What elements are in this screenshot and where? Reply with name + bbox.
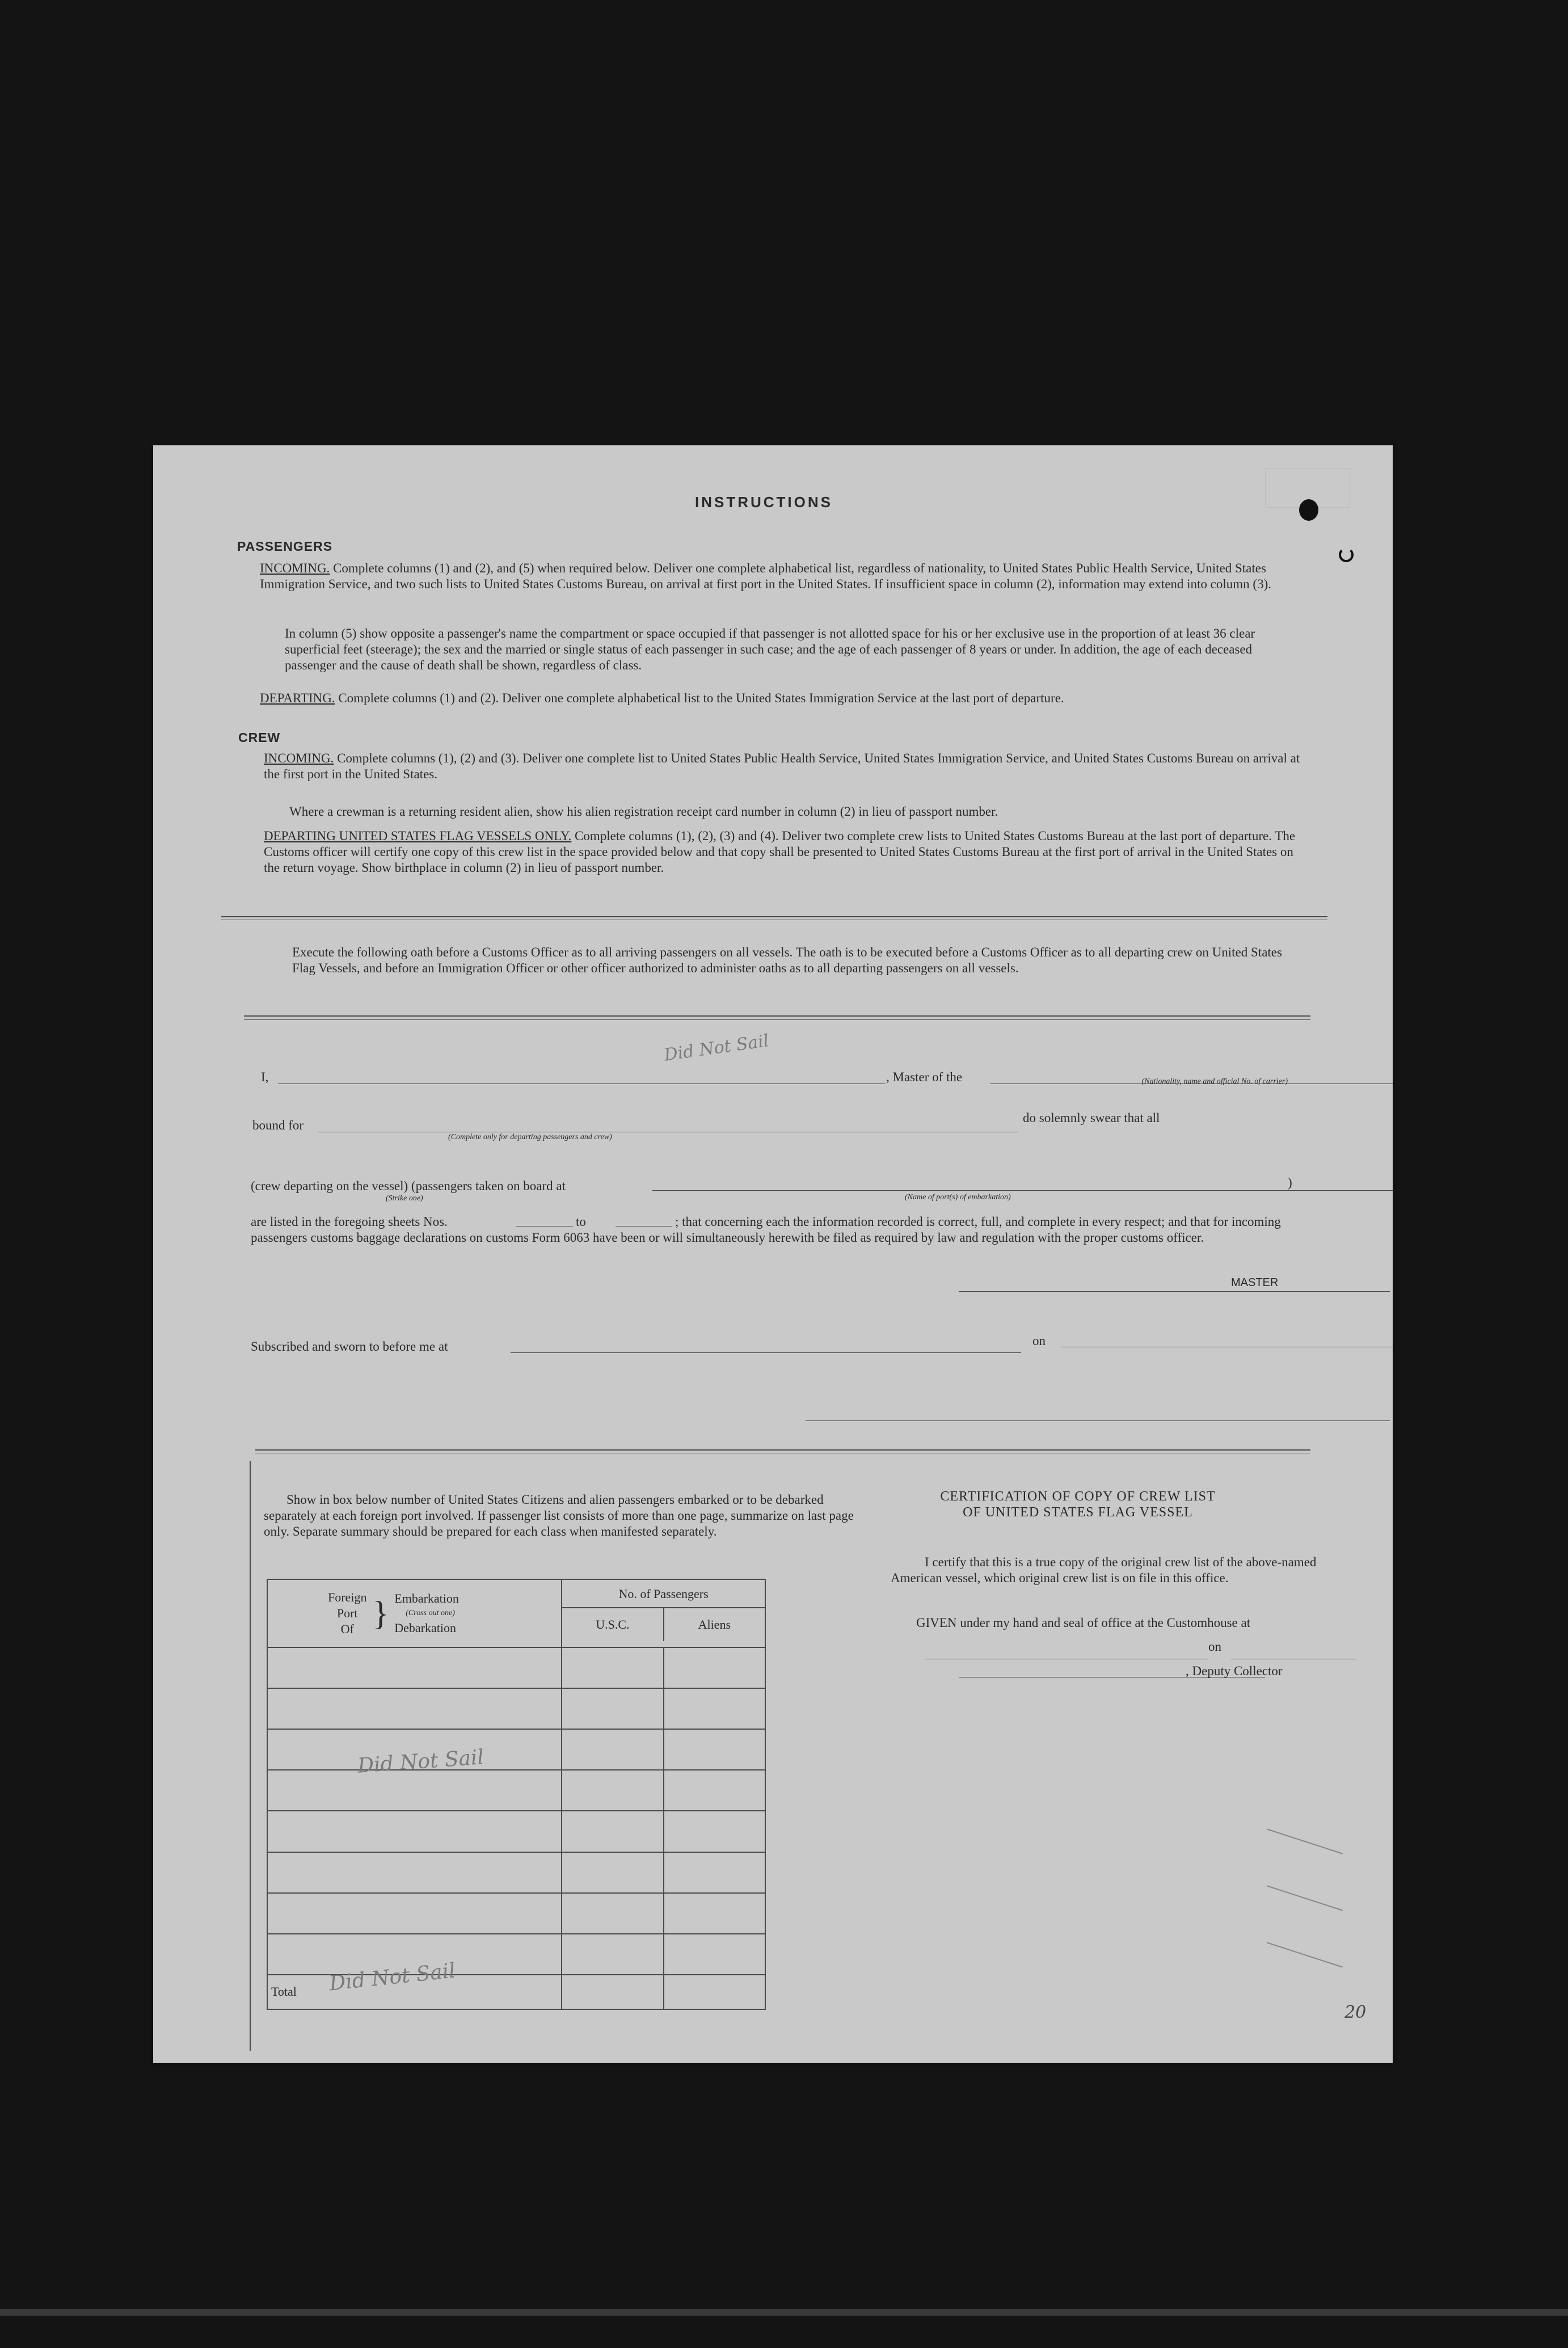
did-not-sail-note-2: Did Not Sail: [356, 1746, 485, 1778]
summary-usc-cell[interactable]: [562, 1647, 663, 1688]
passengers-incoming-text: Complete columns (1) and (2), and (5) when required below. Deliver one complete alphabetical list, regardless of nationality, to United States Public Health Service, United States Immigration Service, and two such lists to United States Customs Bureau, on arrival at first port in the United States. If insufficient space in column (2), information may extend into column (3).: [260, 561, 1271, 591]
crew-incoming-paragraph: [264, 751, 1308, 782]
oath-intro-text: Execute the following oath before a Customs Officer as to all arriving passengers on all vessels. The oath is to be executed before a Customs Officer as to all departing crew on United States Flag Vessels, and before an Immigration Officer or other officer authorized to administer oaths as to all departing passengers on all vessels.: [292, 945, 1282, 975]
carrier-hint: (Nationality, name and official No. of carrier): [1141, 1077, 1288, 1086]
certification-title-2: OF UNITED STATES FLAG VESSEL: [963, 1505, 1193, 1520]
total-label: Total: [271, 1984, 297, 1999]
bound-for-label: bound for: [252, 1118, 304, 1132]
summary-usc-cell[interactable]: [562, 1852, 663, 1893]
summary-aliens-cell[interactable]: [664, 1770, 765, 1811]
passengers-departing-label: DEPARTING.: [260, 691, 335, 705]
passengers-heading: PASSENGERS: [237, 539, 333, 554]
passengers-column5-text: In column (5) show opposite a passenger's name the compartment or space occupied if that passenger is not allotted space for his or her exclusive use in the proportion of at least 36 clear superficial feet (steerage); the sex and the married or single status of each passenger in such case; and the age of each passenger of 8 years or under. In addition, the age of each deceased passenger and the cause of death shall be shown, regardless of class.: [285, 626, 1255, 672]
summary-aliens-cell[interactable]: [664, 1811, 765, 1852]
crew-departing-label: DEPARTING UNITED STATES FLAG VESSELS ONLY.: [264, 829, 572, 843]
crew-departing-text: Complete columns (1), (2), (3) and (4). Deliver two complete crew lists to United States Customs Bureau at the last port of departure. The Customs officer will certify one copy of this crew list in the space provided below and that copy shall be presented to United States Customs Bureau at the first port of arrival in the United States on the return voyage. Show birthplace in column (2) in lieu of passport number.: [264, 829, 1296, 875]
deputy-collector-label: , Deputy Collector: [1186, 1664, 1283, 1678]
section-divider: [221, 916, 1327, 917]
passengers-incoming-paragraph: [260, 560, 1304, 592]
summary-port-cell[interactable]: [267, 1852, 562, 1893]
certification-body: I certify that this is a true copy of the original crew list of the above-named American vessel, which original crew list is on file in this office.: [891, 1555, 1317, 1585]
concerning-text: ; that concerning each the information recorded is correct, full, and complete in every respect; and that for incoming passengers customs baggage declarations on customs Form 6063 have been or will simultaneously herewith be filed as required by law and regulation with the proper customs officer.: [251, 1215, 1281, 1245]
passengers-departing-paragraph: [260, 690, 1309, 706]
summary-row: [267, 1770, 765, 1811]
oath-divider-thin: [244, 1019, 1310, 1020]
crew-resident-text: Where a crewman is a returning resident alien, show his alien registration receipt card number in column (2) in lieu of passport number.: [289, 804, 998, 819]
customhouse-field[interactable]: [925, 1647, 1208, 1659]
passengers-incoming-label: INCOMING.: [260, 561, 330, 575]
summary-left-border: [250, 1461, 251, 2051]
summary-aliens-cell[interactable]: [664, 1647, 765, 1688]
header-cross-out: (Cross out one): [406, 1609, 455, 1618]
header-passengers-cell: [562, 1579, 765, 1647]
summary-usc-cell[interactable]: [562, 1729, 663, 1770]
master-name-field[interactable]: [278, 1072, 885, 1084]
summary-aliens-cell[interactable]: [664, 1934, 765, 1975]
crew-departing-line: (crew departing on the vessel) (passengers taken on board at: [251, 1179, 566, 1193]
header-port: Port: [336, 1606, 358, 1621]
bound-for-hint: (Complete only for departing passengers and crew): [448, 1133, 612, 1141]
strike-mark: [1267, 1942, 1343, 1967]
header-no-passengers: No. of Passengers: [562, 1580, 765, 1608]
summary-port-cell[interactable]: [267, 1647, 562, 1688]
header-embarkation: Embarkation: [394, 1591, 459, 1606]
summary-aliens-cell[interactable]: [664, 1688, 765, 1729]
certification-on-label: on: [1208, 1639, 1221, 1654]
header-aliens: Aliens: [698, 1617, 731, 1632]
crew-list-form-page: [153, 445, 1393, 2063]
oath-i-label: I,: [261, 1070, 269, 1084]
certification-title-1: CERTIFICATION OF COPY OF CREW LIST: [940, 1489, 1216, 1504]
summary-row: [267, 1852, 765, 1893]
certification-date-field[interactable]: [1231, 1647, 1356, 1659]
film-edge-strip: [0, 2309, 1568, 2316]
summary-usc-cell[interactable]: [562, 1770, 663, 1811]
header-debarkation: Debarkation: [394, 1621, 456, 1635]
strike-mark: [1267, 1828, 1343, 1854]
header-port-cell: [267, 1579, 562, 1647]
did-not-sail-note-1: Did Not Sail: [663, 1031, 770, 1065]
summary-row: [267, 1893, 765, 1934]
summary-usc-cell[interactable]: [562, 1688, 663, 1729]
passenger-summary-table: [267, 1579, 766, 2010]
total-usc-cell[interactable]: [562, 1975, 663, 2009]
master-signature-field[interactable]: [959, 1279, 1390, 1292]
summary-row: [267, 1688, 765, 1729]
ink-mark: [1339, 547, 1354, 562]
summary-usc-cell[interactable]: [562, 1934, 663, 1975]
summary-row: [267, 1811, 765, 1852]
strike-one-hint: (Strike one): [386, 1194, 423, 1203]
summary-aliens-cell[interactable]: [664, 1852, 765, 1893]
sheets-to-label: to: [576, 1215, 586, 1229]
sheets-label: are listed in the foregoing sheets Nos.: [251, 1215, 448, 1229]
summary-instructions: Show in box below number of United States Citizens and alien passengers embarked or to be debarked separately at each foreign port involved. If passenger list consists of more than one page, summarize on last page only. Separate summary should be prepared for each class when manifested separately.: [264, 1493, 854, 1538]
close-paren: ): [1288, 1175, 1292, 1190]
crew-incoming-text: Complete columns (1), (2) and (3). Deliver one complete list to United States Public Health Service, United States Immigration Service, and United States Customs Bureau on arrival at the first port in the United States.: [264, 751, 1300, 781]
strike-mark: [1267, 1885, 1343, 1911]
summary-port-cell[interactable]: [267, 1893, 562, 1934]
crew-heading: CREW: [238, 730, 281, 745]
summary-rows: [267, 1647, 765, 1975]
oath-divider: [244, 1015, 1310, 1017]
summary-port-cell[interactable]: [267, 1770, 562, 1811]
sworn-date-field[interactable]: [1061, 1335, 1393, 1347]
summary-port-cell[interactable]: [267, 1811, 562, 1852]
subscribed-label: Subscribed and sworn to before me at: [251, 1339, 448, 1354]
header-of: Of: [340, 1622, 354, 1637]
page-number: 20: [1344, 2003, 1367, 2022]
header-foreign: Foreign: [328, 1590, 367, 1605]
summary-aliens-cell[interactable]: [664, 1729, 765, 1770]
bound-for-field[interactable]: [318, 1120, 1018, 1132]
summary-row: [267, 1647, 765, 1688]
summary-port-cell[interactable]: [267, 1688, 562, 1729]
sworn-location-field[interactable]: [511, 1340, 1021, 1353]
embarkation-port-field[interactable]: [652, 1178, 1393, 1191]
crew-incoming-label: INCOMING.: [264, 751, 334, 765]
instructions-title: INSTRUCTIONS: [695, 494, 833, 511]
summary-usc-cell[interactable]: [562, 1811, 663, 1852]
officer-signature-field[interactable]: [806, 1409, 1390, 1421]
summary-usc-cell[interactable]: [562, 1893, 663, 1934]
crew-departing-paragraph: [264, 828, 1310, 876]
total-aliens-cell[interactable]: [664, 1975, 765, 2009]
summary-row: [267, 1934, 765, 1975]
oath-bottom-divider: [255, 1449, 1310, 1451]
ink-blot: [1299, 499, 1318, 521]
swear-text: do solemnly swear that all: [1023, 1111, 1160, 1125]
header-usc: U.S.C.: [562, 1608, 664, 1641]
certification-given-text: GIVEN under my hand and seal of office at the Customhouse at: [916, 1616, 1251, 1630]
oath-master-of-label: , Master of the: [886, 1070, 963, 1084]
passengers-departing-text: Complete columns (1) and (2). Deliver one complete alphabetical list to the United States Immigration Service at the last port of departure.: [338, 691, 1064, 705]
port-hint: (Name of port(s) of embarkation): [905, 1193, 1011, 1202]
did-not-sail-note-3: Did Not Sail: [328, 1959, 457, 1996]
master-label: MASTER: [1231, 1276, 1279, 1289]
brace-glyph: }: [372, 1595, 389, 1633]
summary-aliens-cell[interactable]: [664, 1893, 765, 1934]
summary-row: [267, 1729, 765, 1770]
sworn-on-label: on: [1032, 1334, 1046, 1348]
